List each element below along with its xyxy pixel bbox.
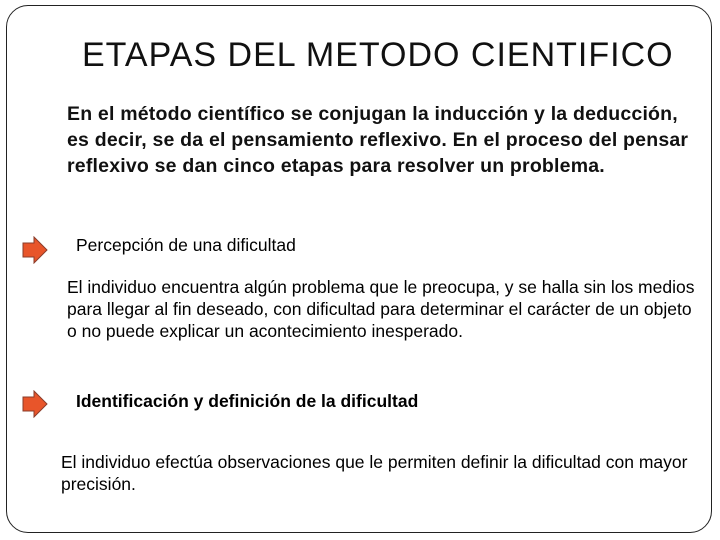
arrow-right-icon [22, 236, 48, 264]
intro-paragraph: En el método científico se conjugan la inducción y la deducción, es decir, se da el pensamiento reflexivo. En el proceso del pensar reflexivo se dan cinco etapas para resolver un problema. [67, 103, 689, 177]
arrow-right-icon [22, 390, 48, 418]
step-heading: Identificación y definición de la dificultad [76, 391, 419, 411]
slide-title: ETAPAS DEL METODO CIENTIFICO [82, 36, 674, 74]
step-heading: Percepción de una dificultad [76, 235, 296, 255]
step-description: El individuo encuentra algún problema que le preocupa, y se halla sin los medios para llegar al fin deseado, con dificultad para determinar el carácter de un objeto o no puede explicar un acontecimiento inesperado. [67, 277, 695, 341]
step-description: El individuo efectúa observaciones que le permiten definir la dificultad con mayor precisión. [61, 452, 688, 494]
